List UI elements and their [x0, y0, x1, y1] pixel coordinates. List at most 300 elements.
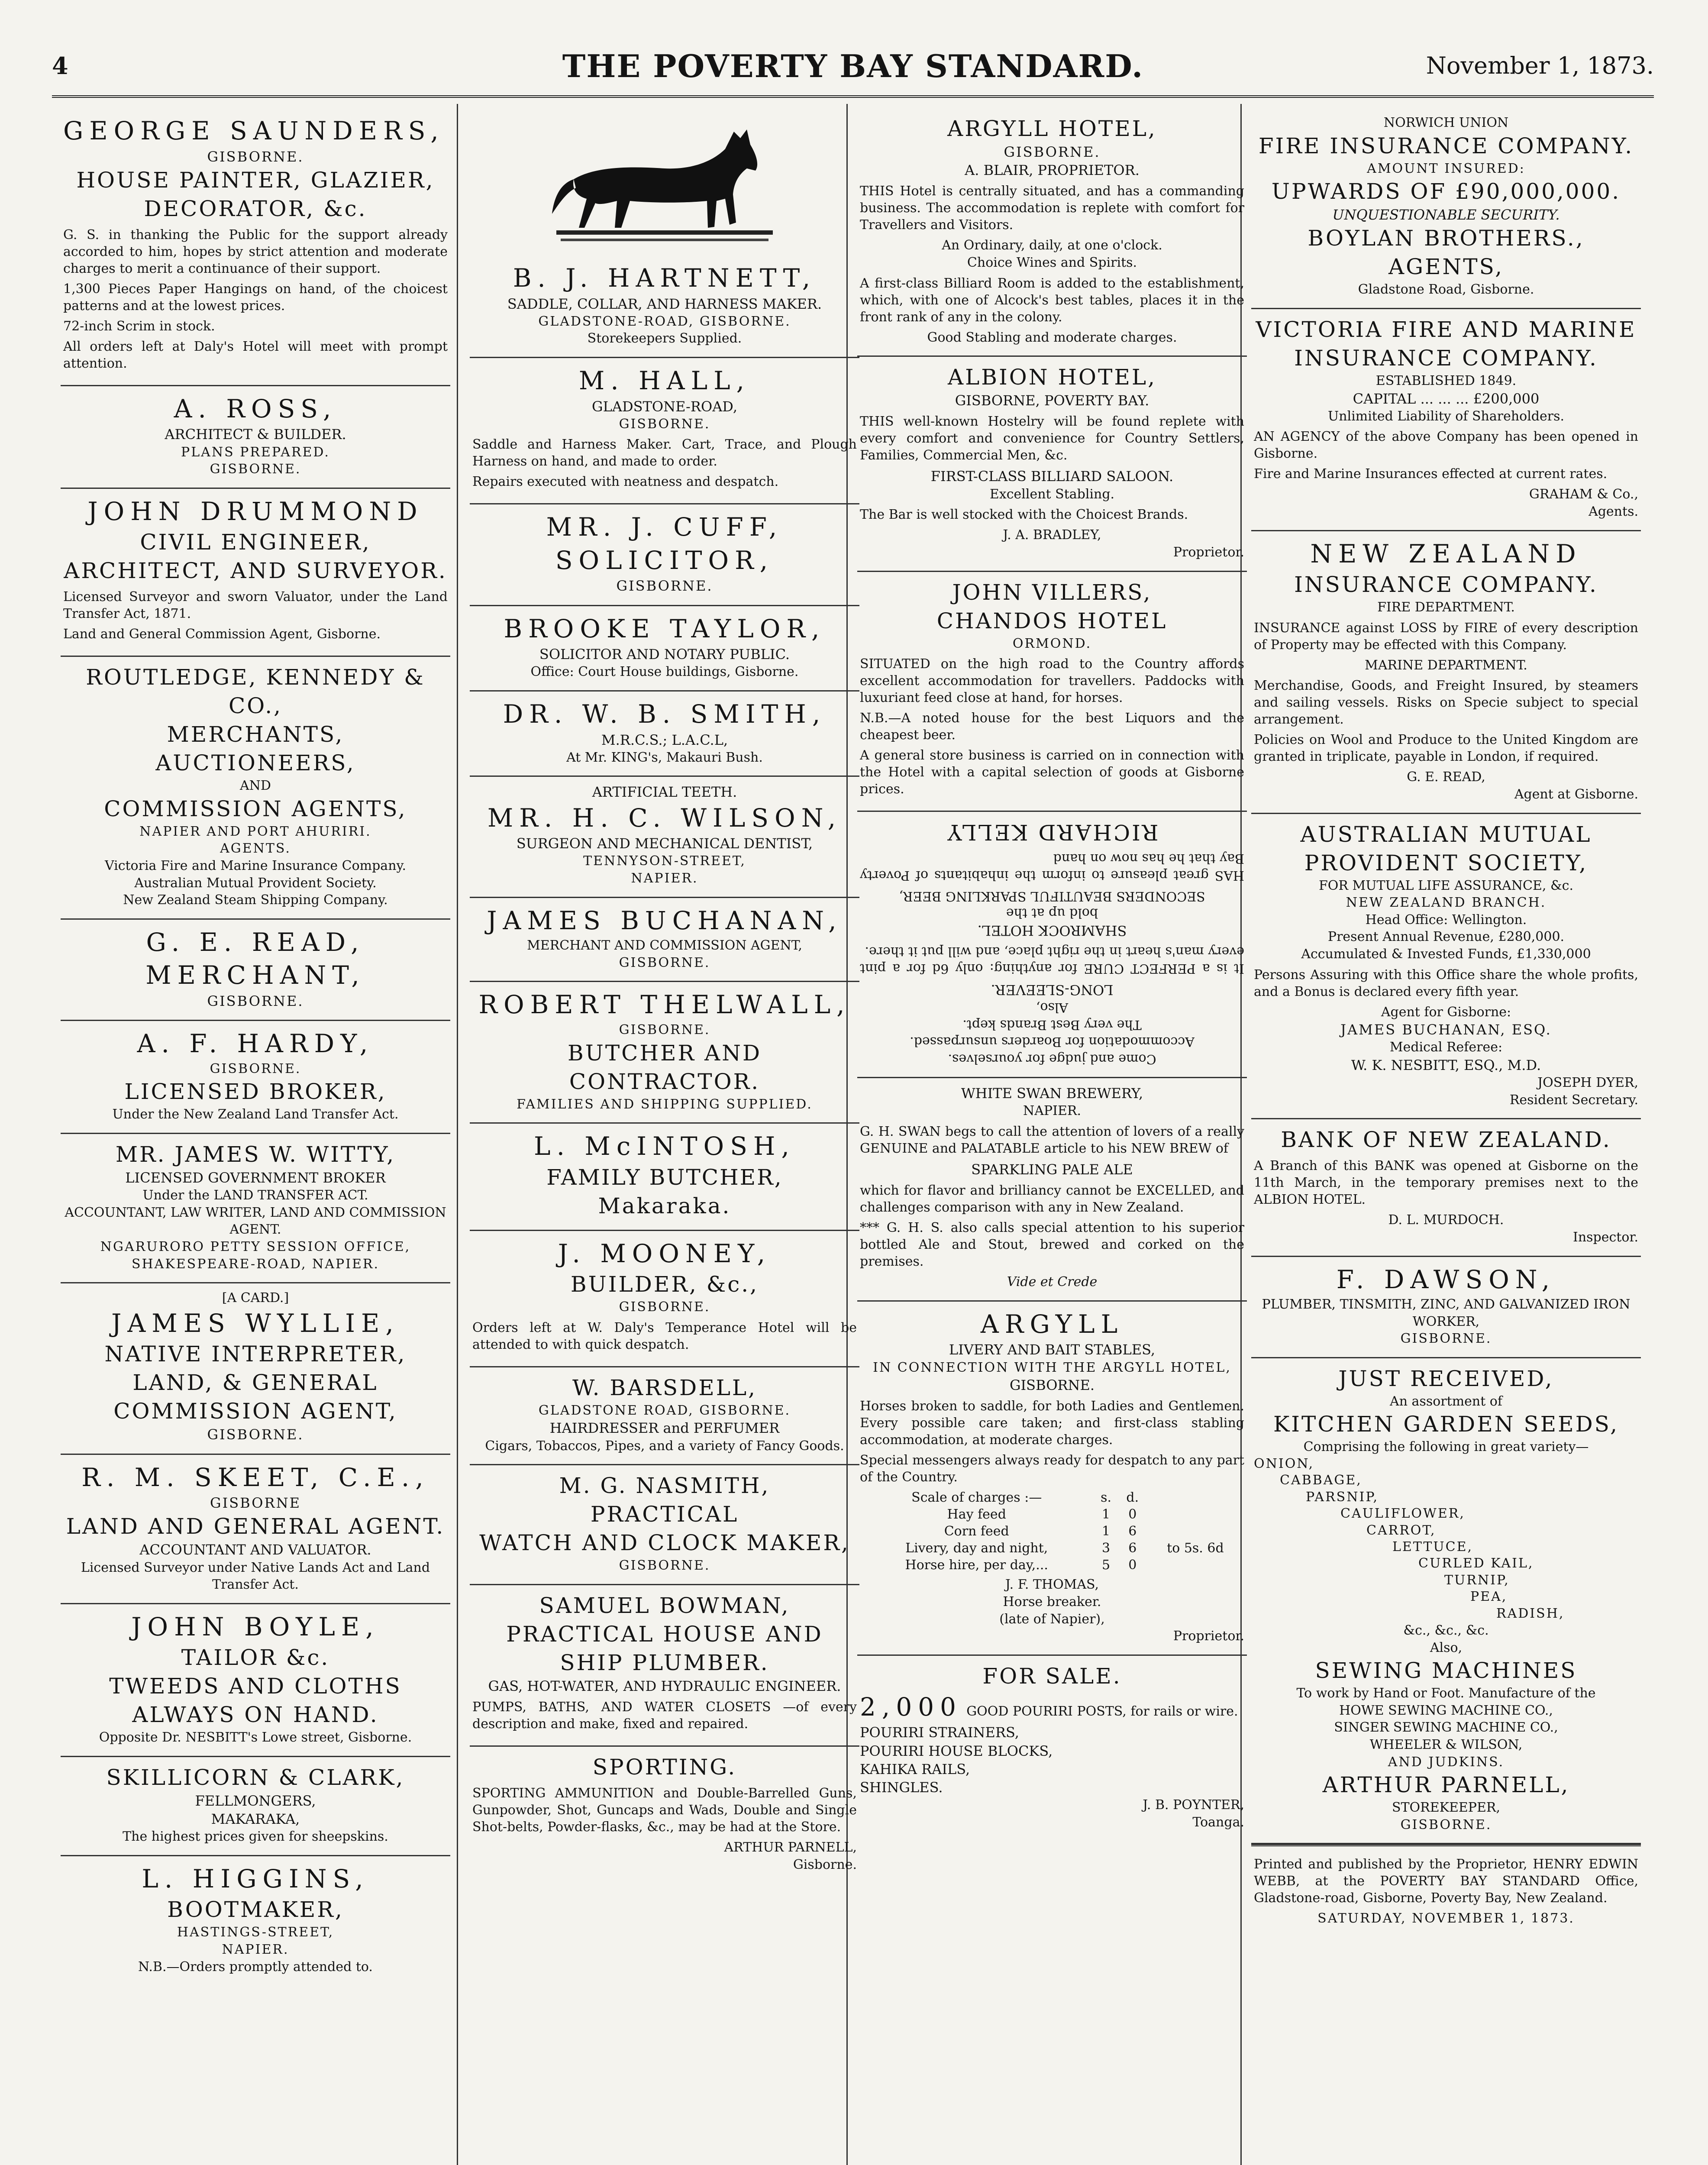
- header-rule: [52, 95, 1654, 98]
- ad-text: UNQUESTIONABLE SECURITY.: [1332, 207, 1560, 223]
- ad-text: Medical Referee:: [1389, 1040, 1503, 1055]
- agent: BOYLAN BROTHERS., AGENTS,: [1308, 226, 1585, 280]
- rate-note: to 5s. 6d: [1167, 1541, 1224, 1556]
- list-item: CURLED KAIL,: [1418, 1556, 1534, 1571]
- list-item: RADISH,: [1496, 1606, 1565, 1621]
- town: MAKARAKA,: [211, 1811, 300, 1828]
- trade: STOREKEEPER,: [1392, 1800, 1501, 1816]
- trade: TAILOR &c.: [181, 1645, 330, 1671]
- ad-text: Storekeepers Supplied.: [587, 331, 742, 346]
- column-4: [1251, 108, 1641, 2165]
- ad-text: Land and General Commission Agent, Gisborne.: [63, 627, 381, 642]
- ad-text: Under the New Zealand Land Transfer Act.: [112, 1107, 399, 1122]
- advertiser-name: JOHN DRUMMOND: [87, 496, 423, 526]
- ad-witty: [61, 1134, 450, 1283]
- trade: BUILDER, &c.,: [570, 1272, 759, 1297]
- trade: LAND AND GENERAL AGENT.: [66, 1514, 445, 1539]
- trade: CIVIL ENGINEER, ARCHITECT, AND SURVEYOR.: [64, 530, 447, 584]
- advertiser-name: DR. W. B. SMITH,: [503, 699, 827, 729]
- ad-routledge: [61, 657, 450, 920]
- advertiser-name: WHITE SWAN BREWERY,: [961, 1085, 1143, 1102]
- address: HASTINGS-STREET,: [177, 1925, 334, 1940]
- ad-text: Merchandise, Goods, and Freight Insured, by steamers and sailing vessels. Risks on Specie subject to special arrangement.: [1254, 678, 1638, 727]
- ad-text: FIRST-CLASS BILLIARD SALOON.: [930, 468, 1174, 485]
- ad-text: NEW ZEALAND BRANCH.: [1346, 895, 1547, 911]
- ad-buchanan: [470, 898, 859, 982]
- town: NAPIER.: [1023, 1103, 1081, 1119]
- town: GISBORNE.: [616, 578, 713, 595]
- ad-text: G. S. in thanking the Public for the support already accorded to him, hopes by strict attention and moderate charges to merit a continuance of their support.: [63, 227, 448, 276]
- ad-text: Head Office: Wellington.: [1365, 912, 1527, 927]
- signature: Gisborne.: [793, 1857, 857, 1872]
- product-name: SPARKLING PALE ALE: [971, 1161, 1133, 1178]
- signature: Resident Secretary.: [1509, 1092, 1638, 1108]
- advertiser-name: JAMES WYLLIE,: [111, 1308, 400, 1338]
- ad-text: Victoria Fire and Marine Insurance Company.: [104, 858, 407, 874]
- advertiser-name: ARTHUR PARNELL,: [1322, 1772, 1570, 1798]
- ad-text: G. H. SWAN begs to call the attention of lovers of a really GENUINE and PALATABLE article to his NEW BREW of: [860, 1124, 1244, 1156]
- company-name: NEW ZEALAND: [1310, 539, 1582, 569]
- rate-pence: 6: [1128, 1524, 1137, 1539]
- ad-text: PLANS PREPARED.: [181, 444, 330, 460]
- ad-nasmith: [470, 1465, 859, 1585]
- product-name: HOWE SEWING MACHINE CO.,: [1339, 1703, 1553, 1718]
- advertiser-name: F. DAWSON,: [1336, 1264, 1556, 1294]
- table-row: [860, 1540, 1244, 1557]
- ad-text: Persons Assuring with this Office share the whole profits, and a Bonus is declared every fifth year.: [1254, 967, 1638, 999]
- trade: MERCHANT,: [145, 960, 365, 990]
- town: GISBORNE, POVERTY BAY.: [955, 392, 1149, 409]
- capital-value: £200,000: [1473, 390, 1540, 407]
- advertiser-name: SAMUEL BOWMAN,: [539, 1593, 790, 1618]
- ad-text: At Mr. KING's, Makauri Bush.: [566, 750, 763, 765]
- rate-item: Corn feed: [944, 1524, 1009, 1539]
- ad-read: [61, 920, 450, 1021]
- ad-text: [A CARD.]: [222, 1290, 289, 1306]
- trade: MERCHANT AND COMMISSION AGENT,: [527, 938, 802, 953]
- town: GISBORNE.: [619, 955, 710, 970]
- ad-text: SECONDERS BEAUTIFUL SPARKLING BEER,: [899, 888, 1205, 904]
- ad-hartnett: [470, 108, 859, 358]
- capital-label: CAPITAL ... ... ...: [1353, 390, 1469, 407]
- ad-text: Office: Court House buildings, Gisborne.: [530, 664, 799, 680]
- advertiser-name: G. E. READ,: [146, 927, 365, 957]
- ad-barsdell: [470, 1367, 859, 1465]
- ad-text: FAMILIES AND SHIPPING SUPPLIED.: [517, 1096, 813, 1112]
- advertiser-name: ARGYLL: [980, 1309, 1124, 1339]
- unit-shillings: s.: [1101, 1490, 1112, 1506]
- hotel-name: CHANDOS HOTEL: [936, 608, 1168, 633]
- ad-saunders: [61, 108, 450, 386]
- list-item: PEA,: [1470, 1589, 1508, 1605]
- ad-text: Licensed Surveyor and sworn Valuator, under the Land Transfer Act, 1871.: [63, 589, 448, 622]
- ad-text: Also,: [1036, 1000, 1069, 1015]
- advertiser-name: RICHARD KELLY: [946, 820, 1159, 845]
- address: GLADSTONE-ROAD, GISBORNE.: [538, 313, 791, 329]
- ad-text: THIS Hotel is centrally situated, and has a commanding business. The accommodation is replete with comfort for Travellers and Visitors.: [860, 184, 1244, 233]
- ad-text: IN CONNECTION WITH THE ARGYLL HOTEL,: [873, 1360, 1231, 1375]
- referee: W. K. NESBITT, ESQ., M.D.: [1351, 1057, 1541, 1073]
- ad-sporting: [470, 1747, 859, 1883]
- town: GISBORNE.: [207, 992, 304, 1009]
- trade: NATIVE INTERPRETER, LAND, & GENERAL COMMISSION AGENT,: [104, 1341, 407, 1424]
- advertiser-name: MR. H. C. WILSON,: [487, 803, 842, 833]
- trade: HOUSE PAINTER, GLAZIER, DECORATOR, &c.: [76, 167, 435, 221]
- sale-item: KAHIKA RAILS,: [860, 1761, 970, 1777]
- company-name: FIRE INSURANCE COMPANY.: [1258, 133, 1634, 158]
- sale-item: SHINGLES.: [860, 1779, 943, 1796]
- ad-wilson: [470, 777, 859, 898]
- ad-mooney: [470, 1231, 859, 1367]
- signature: GRAHAM & Co.,: [1529, 487, 1638, 502]
- ad-text: ALWAYS ON HAND.: [132, 1702, 379, 1728]
- trade: GAS, HOT-WATER, AND HYDRAULIC ENGINEER.: [488, 1677, 841, 1694]
- signature: J. A. BRADLEY,: [1003, 527, 1101, 543]
- rates-table: [860, 1489, 1244, 1574]
- newspaper-title: THE POVERTY BAY STANDARD.: [562, 48, 1144, 84]
- trade: MERCHANTS, AUCTIONEERS,: [155, 722, 355, 776]
- ad-text: &c., &c., &c.: [1403, 1622, 1489, 1638]
- ad-text: AGENTS.: [220, 841, 291, 856]
- trade: BOOTMAKER,: [167, 1897, 344, 1923]
- town: GISBORNE.: [1009, 1377, 1095, 1394]
- town: GISBORNE.: [619, 416, 710, 432]
- town: GISBORNE.: [1400, 1331, 1492, 1347]
- ad-text: Unlimited Liability of Shareholders.: [1327, 408, 1565, 424]
- town: GISBORNE.: [210, 1061, 301, 1076]
- advertiser-name: M. HALL,: [578, 365, 751, 395]
- column-divider: [457, 104, 458, 2165]
- signature: J. B. POYNTER,: [1143, 1797, 1244, 1813]
- unit-pence: d.: [1126, 1490, 1139, 1506]
- ad-argyll-stables: [857, 1302, 1247, 1656]
- trade: LICENSED BROKER,: [124, 1079, 387, 1105]
- posts-line: [860, 1690, 1244, 1724]
- address: SHAKESPEARE-ROAD, NAPIER.: [131, 1256, 380, 1272]
- advertiser-name: ARGYLL HOTEL,: [947, 116, 1157, 141]
- town: GISBORNE.: [210, 462, 301, 477]
- ad-heading: SEWING MACHINES: [1315, 1658, 1577, 1684]
- trade: PRACTICAL HOUSE AND SHIP PLUMBER.: [506, 1621, 823, 1675]
- ad-taylor: [470, 606, 859, 692]
- ad-ross: [61, 386, 450, 489]
- ad-text: An assortment of: [1390, 1393, 1502, 1409]
- address: GLADSTONE ROAD, GISBORNE.: [538, 1402, 791, 1418]
- signature: Proprietor.: [1173, 544, 1244, 560]
- advertiser-name: W. BARSDELL,: [572, 1375, 757, 1400]
- rate-shillings: 1: [1102, 1524, 1111, 1539]
- ad-text: New Zealand Steam Shipping Company.: [123, 892, 388, 908]
- ad-text: An Ordinary, daily, at one o'clock.: [942, 238, 1162, 253]
- ad-text: Accumulated & Invested Funds, £1,330,000: [1301, 946, 1591, 962]
- issue-date: November 1, 1873.: [1426, 52, 1654, 79]
- advertiser-name: A. ROSS,: [174, 394, 337, 423]
- ad-text: ACCOUNTANT, LAW WRITER, LAND AND COMMISSION AGENT.: [65, 1205, 446, 1238]
- advertiser-name: B. J. HARTNETT,: [513, 263, 817, 293]
- rate-pence: 0: [1128, 1558, 1137, 1573]
- ad-text: Also,: [1430, 1640, 1463, 1655]
- ad-text: *** G. H. S. also calls special attention to his superior bottled Ale and Stout, brewed and corked on the premises.: [860, 1220, 1244, 1270]
- signature: D. L. MURDOCH.: [1388, 1212, 1504, 1228]
- ad-text: AMOUNT INSURED:: [1367, 161, 1525, 176]
- ad-text: Fire and Marine Insurances effected at current rates.: [1254, 466, 1608, 482]
- rate-note: [1146, 1506, 1244, 1523]
- signature: Horse breaker.: [1003, 1594, 1101, 1609]
- town: GISBORNE.: [207, 1426, 304, 1443]
- table-row: [860, 1506, 1244, 1523]
- trade: ACCOUNTANT AND VALUATOR.: [139, 1541, 371, 1558]
- ad-text: Under the LAND TRANSFER ACT.: [142, 1188, 368, 1203]
- ad-amp-society: [1251, 814, 1641, 1120]
- signature: J. F. THOMAS,: [1005, 1577, 1099, 1593]
- town: GISBORNE.: [619, 1558, 710, 1574]
- ad-text: AN AGENCY of the above Company has been opened in Gisborne.: [1254, 429, 1638, 462]
- ad-smith: [470, 692, 859, 777]
- ad-text: A first-class Billiard Room is added to the establishment, which, with one of Alcock's best tables, places it in the front rank of any in the colony.: [860, 275, 1244, 325]
- town: NAPIER.: [631, 871, 698, 886]
- rates-header: [860, 1489, 1244, 1506]
- ad-text: bold up at the: [1006, 905, 1098, 921]
- advertiser-name: MR. J. CUFF,: [546, 512, 783, 542]
- ad-text: Excellent Stabling.: [989, 486, 1115, 502]
- signature: Agent at Gisborne.: [1514, 786, 1638, 802]
- trade: LICENSED GOVERNMENT BROKER: [125, 1169, 386, 1186]
- ad-norwich-union: [1251, 108, 1641, 309]
- ad-text: To work by Hand or Foot. Manufacture of the: [1296, 1686, 1596, 1701]
- address: NAPIER AND PORT AHURIRI.: [139, 824, 371, 839]
- ad-text: THIS well-known Hostelry will be found replete with every comfort and convenience for Country Settlers, Families, Commercial Men, &c.: [860, 414, 1244, 463]
- ad-text: Australian Mutual Provident Society.: [134, 875, 377, 891]
- advertiser-name: JOHN VILLERS,: [952, 579, 1152, 605]
- ad-skeet: [61, 1455, 450, 1604]
- ad-text: Horses broken to saddle, for both Ladies and Gentlemen. Every possible care taken; and first-class stabling accommodation, at moderate charges.: [860, 1399, 1244, 1448]
- town: NAPIER.: [222, 1942, 289, 1958]
- horse-engraving: [543, 114, 786, 257]
- proprietor: A. BLAIR, PROPRIETOR.: [965, 162, 1140, 179]
- ad-text: All orders left at Daly's Hotel will meet with prompt attention.: [63, 339, 448, 371]
- ad-text: Policies on Wool and Produce to the United Kingdom are granted in triplicate, payable in London, if required.: [1254, 732, 1638, 765]
- ad-text: AND: [240, 778, 271, 794]
- advertiser-name: L. HIGGINS,: [142, 1864, 369, 1894]
- ad-text: The highest prices given for sheepskins.: [123, 1829, 388, 1845]
- ad-bowman: [470, 1585, 859, 1747]
- sale-item: POURIRI STRAINERS,: [860, 1724, 1019, 1741]
- town: GISBORNE.: [207, 148, 304, 165]
- signature: JOSEPH DYER,: [1537, 1075, 1638, 1091]
- list-item: TURNIP,: [1444, 1572, 1510, 1588]
- rate-item: Horse hire, per day,...: [905, 1558, 1048, 1573]
- ad-text: TWEEDS AND CLOTHS: [109, 1674, 402, 1699]
- ad-for-sale: [857, 1656, 1247, 1841]
- ad-text: Choice Wines and Spirits.: [967, 255, 1137, 271]
- rate-note: [1146, 1557, 1244, 1574]
- column-2: [470, 108, 859, 2165]
- trade: HAIRDRESSER and PERFUMER: [549, 1420, 780, 1437]
- product-name: AND JUDKINS.: [1388, 1754, 1505, 1770]
- address: TENNYSON-STREET,: [583, 853, 746, 869]
- seed-list: [1254, 1456, 1638, 1622]
- masthead: [52, 43, 1654, 91]
- town: GISBORNE.: [1004, 144, 1101, 160]
- ad-heading: FOR SALE.: [982, 1663, 1122, 1689]
- rate-shillings: 1: [1102, 1507, 1111, 1522]
- ad-text: LONG-SLEEVER.: [991, 981, 1114, 998]
- signature: (late of Napier),: [999, 1611, 1105, 1627]
- address: Gladstone Road, Gisborne.: [1358, 282, 1534, 297]
- trade: SOLICITOR AND NOTARY PUBLIC.: [539, 646, 790, 663]
- trade: BUTCHER AND CONTRACTOR.: [567, 1040, 762, 1094]
- ad-text: Licensed Surveyor under Native Lands Act and Land Transfer Act.: [81, 1560, 430, 1593]
- advertiser-name: JAMES BUCHANAN,: [487, 905, 843, 935]
- qualifications: M.R.C.S.; L.A.C.L,: [601, 731, 728, 748]
- ad-text: Repairs executed with neatness and despatch.: [472, 474, 779, 490]
- agent: JAMES BUCHANAN, ESQ.: [1340, 1021, 1552, 1038]
- page-number: 4: [52, 52, 68, 80]
- ad-heading: SPORTING.: [592, 1755, 737, 1780]
- ad-text: A Branch of this BANK was opened at Gisborne on the 11th March, in the temporary premises next to the ALBION HOTEL.: [1254, 1158, 1638, 1208]
- ad-mcintosh: [470, 1124, 859, 1231]
- advertiser-name: ALBION HOTEL,: [948, 365, 1156, 390]
- product-name: WHEELER & WILSON,: [1369, 1737, 1523, 1752]
- trade: FAMILY BUTCHER,: [546, 1164, 783, 1190]
- ad-hall: [470, 358, 859, 504]
- ad-text: Orders left at W. Daly's Temperance Hotel will be attended to with quick despatch.: [472, 1320, 857, 1352]
- rate-item: Hay feed: [947, 1507, 1006, 1522]
- ad-text: FOR MUTUAL LIFE ASSURANCE, &c.: [1318, 878, 1574, 893]
- rate-shillings: 3: [1102, 1541, 1111, 1556]
- ad-cuff: [470, 504, 859, 606]
- advertiser-name: GEORGE SAUNDERS,: [63, 116, 445, 145]
- ad-text: The Bar is well stocked with the Choicest Brands.: [860, 507, 1188, 523]
- trade: PLUMBER, TINSMITH, ZINC, AND GALVANIZED IRON WORKER,: [1262, 1297, 1631, 1329]
- ad-text: N.B.—A noted house for the best Liquors and the cheapest beer.: [860, 711, 1244, 743]
- ad-text: The very Best Brands kept.: [962, 1017, 1142, 1032]
- ad-text: Saddle and Harness Maker. Cart, Trace, and Plough Harness on hand, and made to order.: [472, 437, 857, 469]
- signature: Inspector.: [1572, 1229, 1638, 1245]
- ad-nz-insurance: [1251, 531, 1641, 814]
- town: GISBORNE.: [619, 1299, 710, 1315]
- ad-kelly-inverted: [857, 812, 1247, 1078]
- ad-boyle: [61, 1604, 450, 1757]
- advertiser-name: SKILLICORN & CLARK,: [106, 1764, 405, 1790]
- ad-text: A general store business is carried on in connection with the Hotel with a capital selection of goods at Gisborne prices.: [860, 748, 1244, 797]
- company-name: INSURANCE COMPANY.: [1294, 572, 1598, 598]
- rate-pence: 0: [1128, 1507, 1137, 1522]
- advertiser-name: JOHN BOYLE,: [131, 1612, 380, 1642]
- town: GISBORNE.: [619, 1022, 710, 1037]
- imprint: [1251, 1844, 1641, 1937]
- ad-text: Come and judge for yourselves.: [948, 1051, 1156, 1067]
- ad-text: SITUATED on the high road to the Country affords excellent accommodation for travellers. Paddocks with luxuriant feed close at hand, for horses.: [860, 656, 1244, 706]
- town: Makaraka.: [598, 1193, 731, 1218]
- advertiser-name: A. F. HARDY,: [137, 1029, 374, 1059]
- ad-text: NGARURORO PETTY SESSION OFFICE,: [100, 1239, 411, 1254]
- signature: ARTHUR PARNELL,: [724, 1840, 857, 1855]
- advertiser-name: J. MOONEY,: [558, 1238, 772, 1268]
- company-name: VICTORIA FIRE AND MARINE INSURANCE COMPANY.: [1256, 317, 1637, 371]
- rates-label: Scale of charges :—: [911, 1490, 1042, 1506]
- sale-item: POURIRI HOUSE BLOCKS,: [860, 1742, 1053, 1759]
- quantity: 2,000: [860, 1692, 962, 1722]
- ad-skillicorn: [61, 1757, 450, 1856]
- town: ORMOND.: [1012, 636, 1092, 651]
- ad-hardy: [61, 1021, 450, 1134]
- advertiser-name: L. McINTOSH,: [534, 1131, 795, 1161]
- list-item: CABBAGE,: [1280, 1473, 1362, 1488]
- trade: WATCH AND CLOCK MAKER,: [479, 1530, 850, 1556]
- column-1: [61, 108, 450, 2165]
- trade: SADDLE, COLLAR, AND HARNESS MAKER.: [507, 295, 822, 312]
- ad-heading: FIRE DEPARTMENT.: [1377, 600, 1515, 615]
- column-3: [857, 108, 1247, 2165]
- inverted-block: [860, 818, 1244, 1067]
- ad-heading: JUST RECEIVED,: [1338, 1366, 1554, 1391]
- town: GISBORNE.: [1400, 1817, 1492, 1832]
- advertiser-name: ROBERT THELWALL,: [478, 990, 851, 1020]
- ad-dawson: [1251, 1257, 1641, 1358]
- advertiser-name: MR. JAMES W. WITTY,: [115, 1141, 396, 1167]
- trade: PRACTICAL: [590, 1502, 739, 1527]
- ad-text: HAS great pleasure to inform the inhabitants of Poverty Bay that he has now on hand: [860, 851, 1244, 883]
- advertiser-name: R. M. SKEET, C.E.,: [81, 1462, 429, 1492]
- ad-victoria-insurance: [1251, 309, 1641, 531]
- ad-text: SHAMROCK HOTEL.: [977, 922, 1127, 939]
- signature: Toanga.: [1192, 1814, 1244, 1830]
- ad-bank-nz: [1251, 1119, 1641, 1257]
- ad-drummond: [61, 489, 450, 657]
- table-row: [860, 1557, 1244, 1574]
- list-item: PARSNIP,: [1306, 1489, 1379, 1505]
- trade: FELLMONGERS,: [195, 1792, 316, 1809]
- list-item: CARROT,: [1366, 1522, 1436, 1538]
- trade: ARCHITECT & BUILDER.: [165, 426, 346, 443]
- ad-text: It is a PERFECT CURE for anything: only 6d for a pint every man's heart in the right place, and will put it there.: [860, 944, 1244, 976]
- ad-text: 72-inch Scrim in stock.: [63, 318, 215, 334]
- imprint-date: SATURDAY, NOVEMBER 1, 1873.: [1317, 1911, 1575, 1926]
- ad-text: N.B.—Orders promptly attended to.: [138, 1959, 373, 1974]
- town: GISBORNE: [210, 1495, 301, 1512]
- rate-pence: 6: [1128, 1541, 1137, 1556]
- signature: G. E. READ,: [1407, 769, 1485, 785]
- trade: SOLICITOR,: [555, 545, 774, 575]
- address: GLADSTONE-ROAD,: [592, 398, 737, 415]
- ad-higgins: [61, 1856, 450, 1985]
- company-name: NORWICH UNION: [1383, 115, 1509, 130]
- ad-thelwall: [470, 982, 859, 1124]
- advertiser-name: BROOKE TAYLOR,: [504, 614, 826, 643]
- ad-just-received: [1251, 1358, 1641, 1844]
- ad-argyll-hotel: [857, 108, 1247, 357]
- ad-text: Opposite Dr. NESBITT's Lowe street, Gisborne.: [99, 1730, 412, 1745]
- rate-item: Livery, day and night,: [905, 1541, 1048, 1556]
- ad-heading: ARTIFICIAL TEETH.: [592, 784, 737, 801]
- list-item: ONION,: [1254, 1456, 1314, 1472]
- trade: COMMISSION AGENTS,: [104, 796, 407, 821]
- product-name: SINGER SEWING MACHINE CO.,: [1334, 1720, 1558, 1735]
- ad-albion: [857, 357, 1247, 572]
- capital-line: [1254, 390, 1638, 408]
- advertiser-name: M. G. NASMITH,: [559, 1473, 770, 1499]
- rate-shillings: 5: [1102, 1558, 1111, 1573]
- ad-text: Cigars, Tobaccos, Pipes, and a variety of Fancy Goods.: [485, 1438, 844, 1454]
- trade: SURGEON AND MECHANICAL DENTIST,: [516, 835, 813, 852]
- advertiser-name: ROUTLEDGE, KENNEDY & CO.,: [86, 665, 425, 719]
- rate-note: [1146, 1523, 1244, 1540]
- ad-white-swan: [857, 1078, 1247, 1302]
- ad-heading: KITCHEN GARDEN SEEDS,: [1273, 1412, 1619, 1437]
- list-item: LETTUCE,: [1392, 1539, 1473, 1555]
- ad-text: Good Stabling and moderate charges.: [927, 330, 1177, 345]
